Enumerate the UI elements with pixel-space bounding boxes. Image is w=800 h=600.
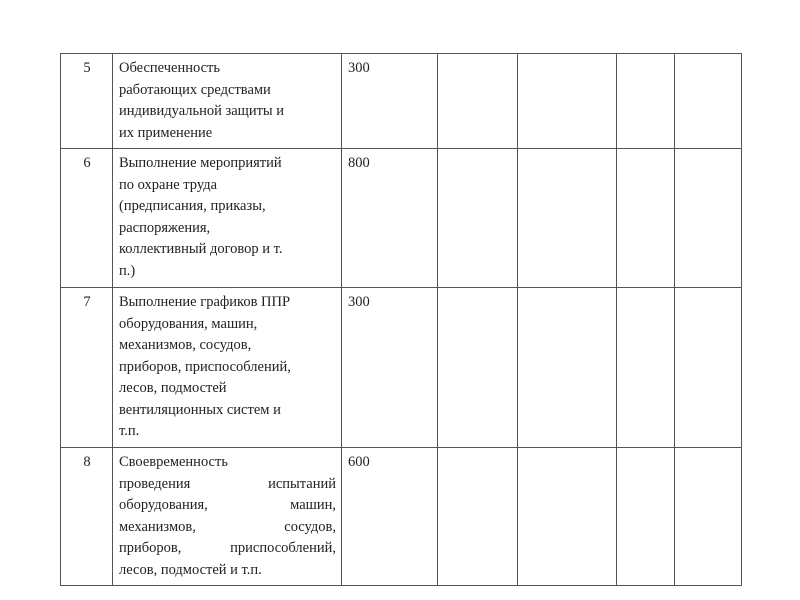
empty-cell	[675, 448, 742, 586]
criterion-text-line: приборов, приспособлений,	[119, 540, 336, 556]
criterion-text-line: лесов, подмостей и т.п.	[119, 561, 262, 578]
empty-cell	[617, 54, 675, 149]
criterion-text-line: механизмов, сосудов,	[119, 337, 252, 353]
empty-cell	[617, 448, 675, 586]
criterion-text-line: вентиляционных систем и	[119, 401, 281, 418]
criterion-text-line: п.)	[119, 262, 136, 279]
row-number: 5	[83, 60, 91, 76]
points-cell	[342, 448, 438, 586]
row-number: 6	[83, 155, 91, 171]
criterion-text-line: приборов, приспособлений,	[119, 358, 291, 375]
points-value: 800	[348, 155, 370, 171]
table-row	[61, 288, 742, 448]
criterion-text-line: по охране труда	[119, 176, 218, 193]
points-cell	[342, 54, 438, 149]
empty-cell	[438, 288, 518, 448]
criterion-cell	[113, 54, 342, 149]
row-number-cell	[61, 54, 113, 149]
criterion-text-line: коллективный договор и т.	[119, 241, 283, 257]
empty-cell	[518, 54, 617, 149]
criterion-text-line: работающих средствами	[119, 81, 271, 98]
empty-cell	[438, 149, 518, 288]
table-row	[61, 149, 742, 288]
criterion-text-line: индивидуальной защиты и	[119, 103, 285, 119]
criterion-text-line: Своевременность	[119, 454, 228, 470]
empty-cell	[675, 288, 742, 448]
criteria-table	[60, 53, 742, 586]
criterion-cell	[113, 448, 342, 586]
criterion-text-line: (предписания, приказы,	[119, 198, 266, 214]
row-number: 7	[83, 294, 91, 310]
points-value: 300	[348, 294, 370, 310]
table-row	[61, 448, 742, 586]
empty-cell	[518, 448, 617, 586]
empty-cell	[438, 448, 518, 586]
empty-cell	[518, 149, 617, 288]
criterion-text-line: оборудования, машин,	[119, 497, 336, 513]
criterion-text-line: т.п.	[119, 423, 140, 439]
row-number-cell	[61, 448, 113, 586]
empty-cell	[518, 288, 617, 448]
criterion-cell	[113, 288, 342, 448]
empty-cell	[617, 149, 675, 288]
criterion-text-line: распоряжения,	[119, 219, 211, 236]
criterion-text-line: Выполнение мероприятий	[119, 155, 282, 171]
criterion-cell	[113, 149, 342, 288]
empty-cell	[675, 54, 742, 149]
row-number-cell	[61, 288, 113, 448]
criterion-text-line: проведения испытаний	[119, 475, 336, 492]
empty-cell	[617, 288, 675, 448]
empty-cell	[438, 54, 518, 149]
criterion-text-line: их применение	[119, 124, 213, 141]
points-value: 300	[348, 60, 370, 76]
table-body	[61, 54, 742, 586]
row-number: 8	[83, 454, 91, 470]
points-value: 600	[348, 454, 370, 470]
points-cell	[342, 149, 438, 288]
criterion-text-line: Выполнение графиков ППР	[119, 294, 291, 310]
table-row	[61, 54, 742, 149]
row-number-cell	[61, 149, 113, 288]
criterion-text-line: оборудования, машин,	[119, 315, 258, 332]
criterion-text-line: механизмов, сосудов,	[119, 518, 336, 535]
criterion-text-line: лесов, подмостей	[119, 380, 227, 396]
criterion-text-line: Обеспеченность	[119, 60, 220, 76]
points-cell	[342, 288, 438, 448]
empty-cell	[675, 149, 742, 288]
